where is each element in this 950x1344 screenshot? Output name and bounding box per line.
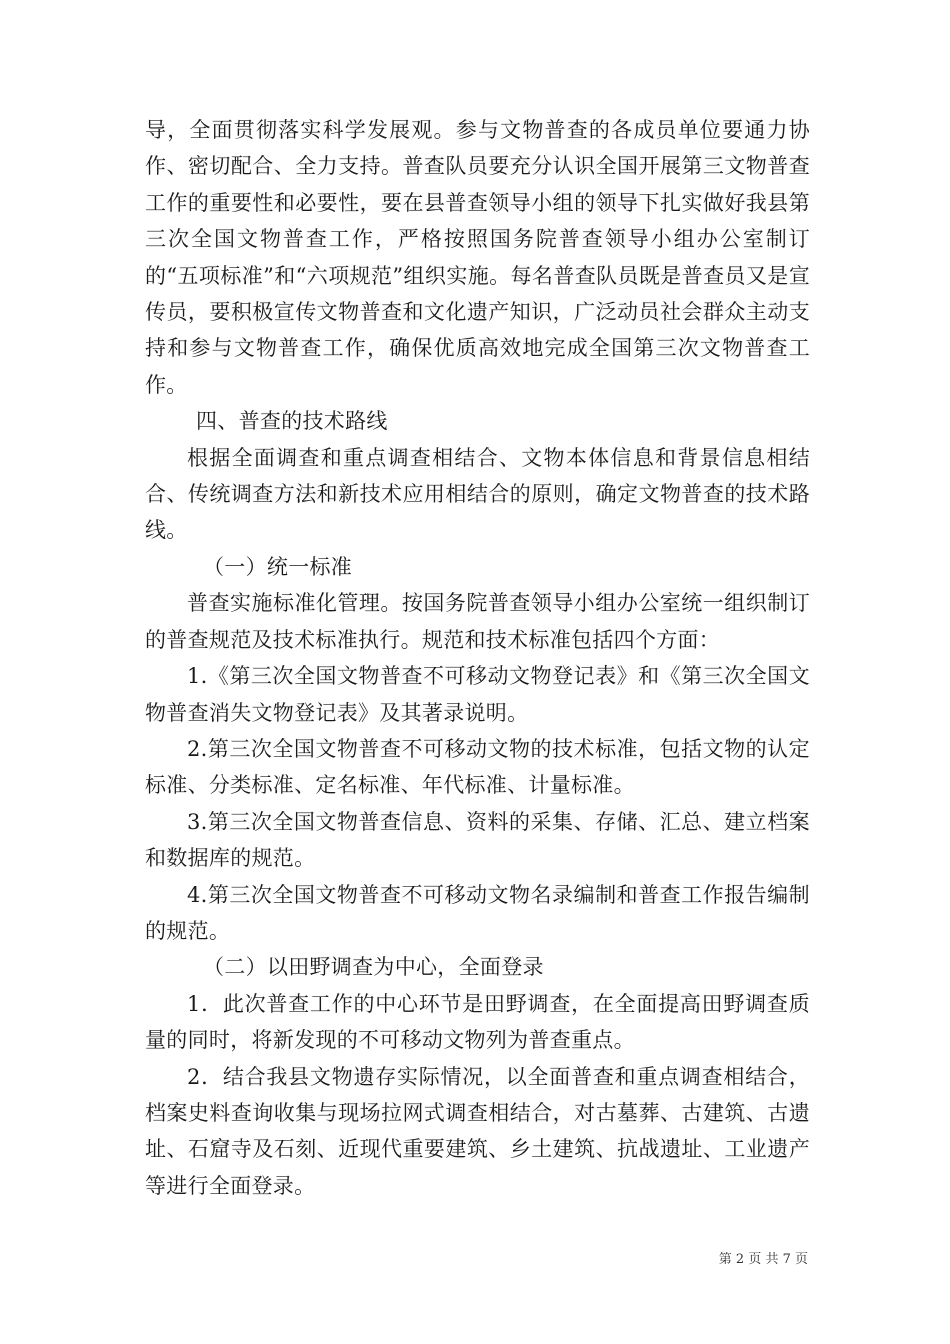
section-heading-technical-route: 四、普查的技术路线 xyxy=(196,409,388,434)
subsection-heading-unified-standards: （一）统一标准 xyxy=(203,554,353,579)
list-item: 2．结合我县文物遗存实际情况，以全面普查和重点调查相结合，档案史料查询收集与现场拉网式调查相结合，对古墓葬、古建筑、古遗址、石窟寺及石刻、近现代重要建筑、乡土建筑、抗战遗址、工业遗产等进行全面登录。 xyxy=(145,1064,810,1198)
body-paragraph: 根据全面调查和重点调查相结合、文物本体信息和背景信息相结合、传统调查方法和新技术应用相结合的原则，确定文物普查的技术路线。 xyxy=(145,445,810,543)
list-item: 2.第三次全国文物普查不可移动文物的技术标准，包括文物的认定标准、分类标准、定名标准、年代标准、计量标准。 xyxy=(145,736,810,798)
subsection-heading-field-survey: （二）以田野调查为中心，全面登录 xyxy=(203,955,544,980)
body-paragraph: 普查实施标准化管理。按国务院普查领导小组办公室统一组织制订的普查规范及技术标准执行。规范和技术标准包括四个方面： xyxy=(145,591,810,652)
page-number-footer: 第 2 页 共 7 页 xyxy=(718,1252,808,1267)
list-item: 4.第三次全国文物普查不可移动文物名录编制和普查工作报告编制的规范。 xyxy=(145,882,810,943)
list-item: 1．此次普查工作的中心环节是田野调查，在全面提高田野调查质量的同时，将新发现的不可移动文物列为普查重点。 xyxy=(145,991,810,1053)
body-paragraph-continued: 导，全面贯彻落实科学发展观。参与文物普查的各成员单位要通力协作、密切配合、全力支持。普查队员要充分认识全国开展第三文物普查工作的重要性和必要性，要在县普查领导小组的领导下扎实做好我县第三次全国文物普查工作，严格按照国务院普查领导小组办公室制订的“五项标准”和“六项规范”组织实施。每名普查队员既是普查员又是宣传员，要积极宣传文物普查和文化遗产知识，广泛动员社会群众主动支持和参与文物普查工作，确保优质高效地完成全国第三次文物普查工作。 xyxy=(145,118,810,397)
document-body xyxy=(145,112,810,1204)
list-item: 1.《第三次全国文物普查不可移动文物登记表》和《第三次全国文物普查消失文物登记表》及其著录说明。 xyxy=(145,664,810,725)
list-item: 3.第三次全国文物普查信息、资料的采集、存储、汇总、建立档案和数据库的规范。 xyxy=(145,809,810,871)
